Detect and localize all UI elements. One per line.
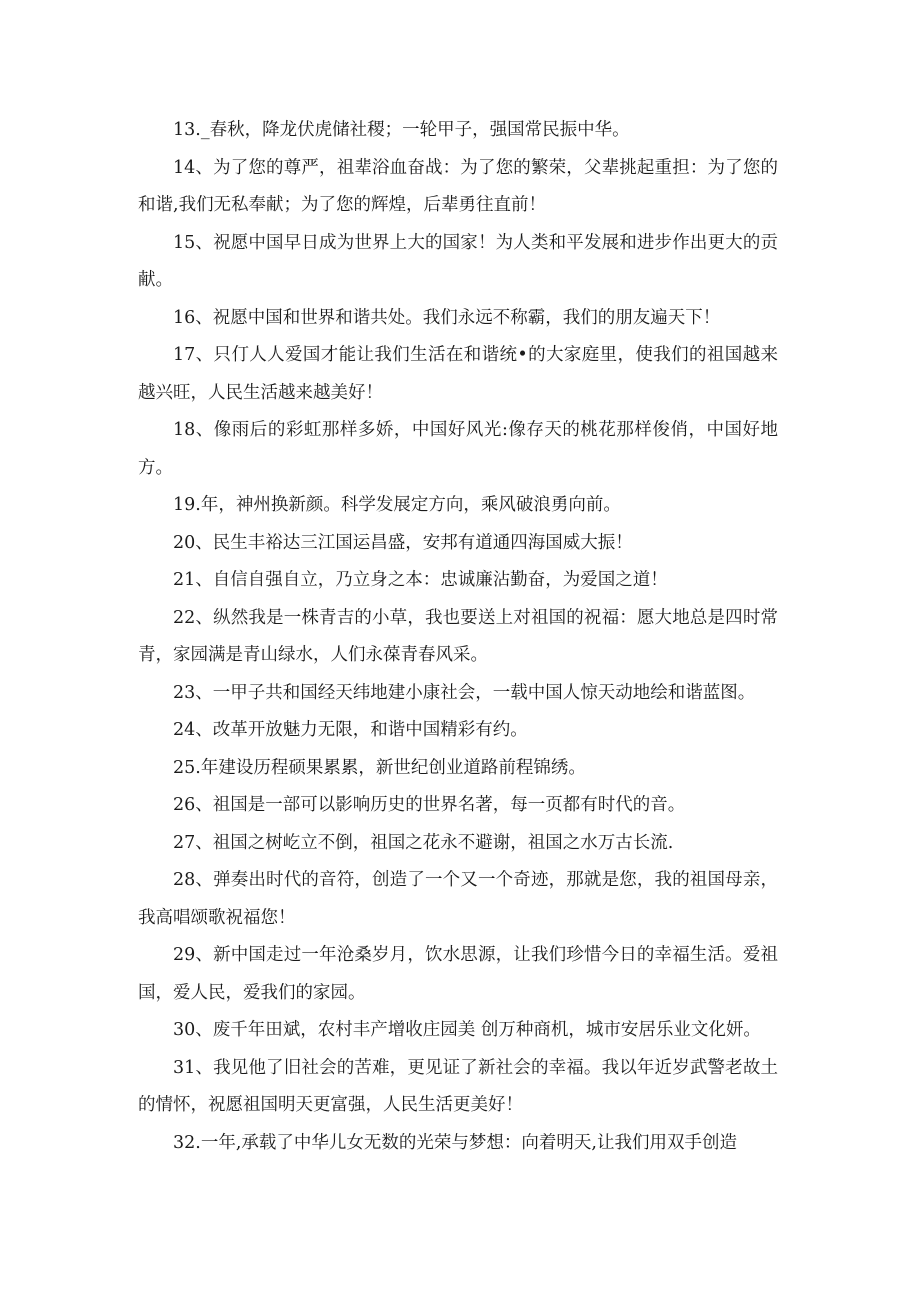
paragraph-14: 14、为了您的尊严，祖辈浴血奋战：为了您的繁荣，父辈挑起重担：为了您的和谐,我们无私奉献；为了您的辉煌，后辈勇往直前！ [138, 157, 778, 215]
paragraph-26: 26、祖国是一部可以影响历史的世界名著，每一页都有时代的音。 [173, 795, 686, 815]
document-body [138, 112, 778, 1162]
paragraph-29: 29、新中国走过一年沧桑岁月，饮水思源，让我们珍惜今日的幸福生活。爱祖国，爱人民，爱我们的家园。 [138, 945, 778, 1003]
paragraph-30: 30、废千年田斌，农村丰产增收庄园美 创万种商机，城市安居乐业文化妍。 [173, 1020, 761, 1040]
paragraph-28: 28、弹奏出时代的音符，创造了一个又一个奇迹，那就是您，我的祖国母亲，我高唱颂歌祝福您！ [138, 870, 778, 928]
paragraph-32: 32.一年,承载了中华儿女无数的光荣与梦想：向着明天,让我们用双手创造 [173, 1132, 737, 1153]
paragraph-25: 25.年建设历程硕果累累，新世纪创业道路前程锦绣。 [173, 757, 586, 778]
paragraph-19: 19.年，神州换新颜。科学发展定方向，乘风破浪勇向前。 [173, 495, 621, 515]
paragraph-13: 13._春秋，降龙伏虎储社稷；一轮甲子，强国常民振中华。 [173, 120, 630, 140]
paragraph-17: 17、只仃人人爱国才能让我们生活在和谐统•的大家庭里，使我们的祖国越来越兴旺，人民生活越来越美好！ [138, 345, 778, 403]
paragraph-23: 23、一甲子共和国经天纬地建小康社会，一载中国人惊天动地绘和谐蓝图。 [173, 682, 756, 703]
paragraph-31: 31、我见他了旧社会的苦难，更见证了新社会的幸福。我以年近岁武警老故土的情怀，祝愿祖国明天更富强，人民生活更美好！ [138, 1057, 778, 1115]
paragraph-21: 21、自信自强自立，乃立身之本：忠诚廉沾勤奋，为爱国之道！ [173, 570, 668, 590]
paragraph-16: 16、祝愿中国和世界和谐共处。我们永远不称霸，我们的朋友遍天下！ [173, 307, 721, 328]
paragraph-20: 20、民生丰裕达三江国运昌盛，安邦有道通四海国威大振！ [173, 532, 633, 553]
paragraph-24: 24、改革开放魅力无限，和谐中国精彩有约。 [173, 720, 528, 740]
paragraph-15: 15、祝愿中国早日成为世界上大的国家！为人类和平发展和进步作出更大的贡献。 [138, 232, 778, 290]
paragraph-22: 22、纵然我是一株青吉的小草，我也要送上对祖国的祝福：愿大地总是四时常青，家园满是青山绿水，人们永葆青春风采。 [138, 607, 778, 665]
paragraph-18: 18、像雨后的彩虹那样多娇，中国好风光:像存天的桃花那样俊俏，中国好地方。 [138, 420, 778, 478]
paragraph-27: 27、祖国之树屹立不倒，祖国之花永不避谢，祖国之水万古长流. [173, 832, 674, 853]
